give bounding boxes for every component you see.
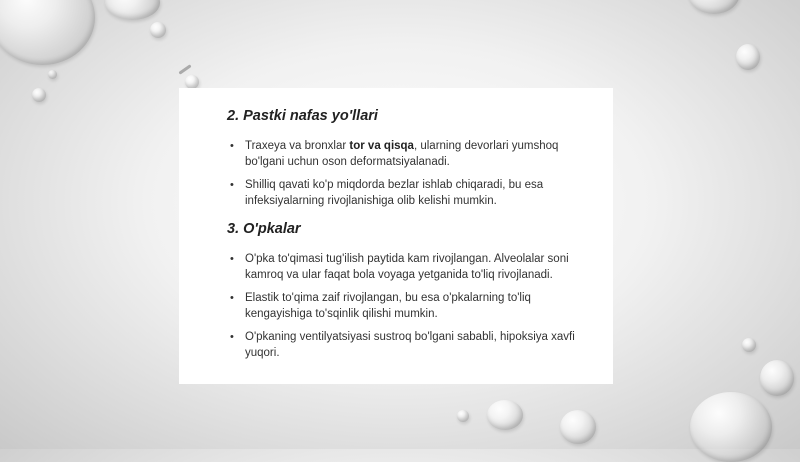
water-drop-decoration [185,75,199,89]
section-title-lower-airways: 2. Pastki nafas yo'llari [227,108,378,124]
water-drop-decoration [105,0,160,20]
bullet-list-lower-airways [227,138,597,209]
water-drop-decoration [742,338,756,352]
water-drop-decoration [457,410,469,422]
water-drop-decoration [48,70,57,79]
water-drop-decoration [0,0,95,65]
drip-streak-decoration [178,64,191,74]
list-item [227,138,597,170]
water-drop-decoration [736,44,760,70]
water-drop-decoration [560,410,596,444]
water-drop-decoration [760,360,794,396]
water-drop-decoration [688,0,740,14]
content-card [179,88,613,384]
water-drop-decoration [690,392,772,462]
water-drop-decoration [487,400,523,430]
water-drop-decoration [150,22,166,38]
bold-phrase: tor va qisqa [349,140,414,152]
list-item: • O'pkaning ventilyatsiyasi sustroq bo'lgani sababli, hipoksiya xavfi yuqori. [227,329,597,361]
list-item: • O'pka to'qimasi tug'ilish paytida kam rivojlangan. Alveolalar soni kamroq va ular faqat bola voyaga yetganida to'liq rivojlanadi. [227,251,597,283]
section-title-lungs: 3. O'pkalar [227,221,301,237]
bullet-text: Traxeya va bronxlar [245,140,350,152]
bullet-list-lungs [227,251,597,361]
water-drop-decoration [32,88,46,102]
list-item: • Shilliq qavati ko'p miqdorda bezlar ishlab chiqaradi, bu esa infeksiyalarning rivojlanishiga olib kelishi mumkin. [227,177,597,209]
bullet-text: , ularning devorlari yumshoq bo'lgani uchun oson deformatsiyalanadi. [245,140,559,168]
list-item: • Elastik to'qima zaif rivojlangan, bu esa o'pkalarning to'liq kengayishiga to'sqinlik qilishi mumkin. [227,290,597,322]
